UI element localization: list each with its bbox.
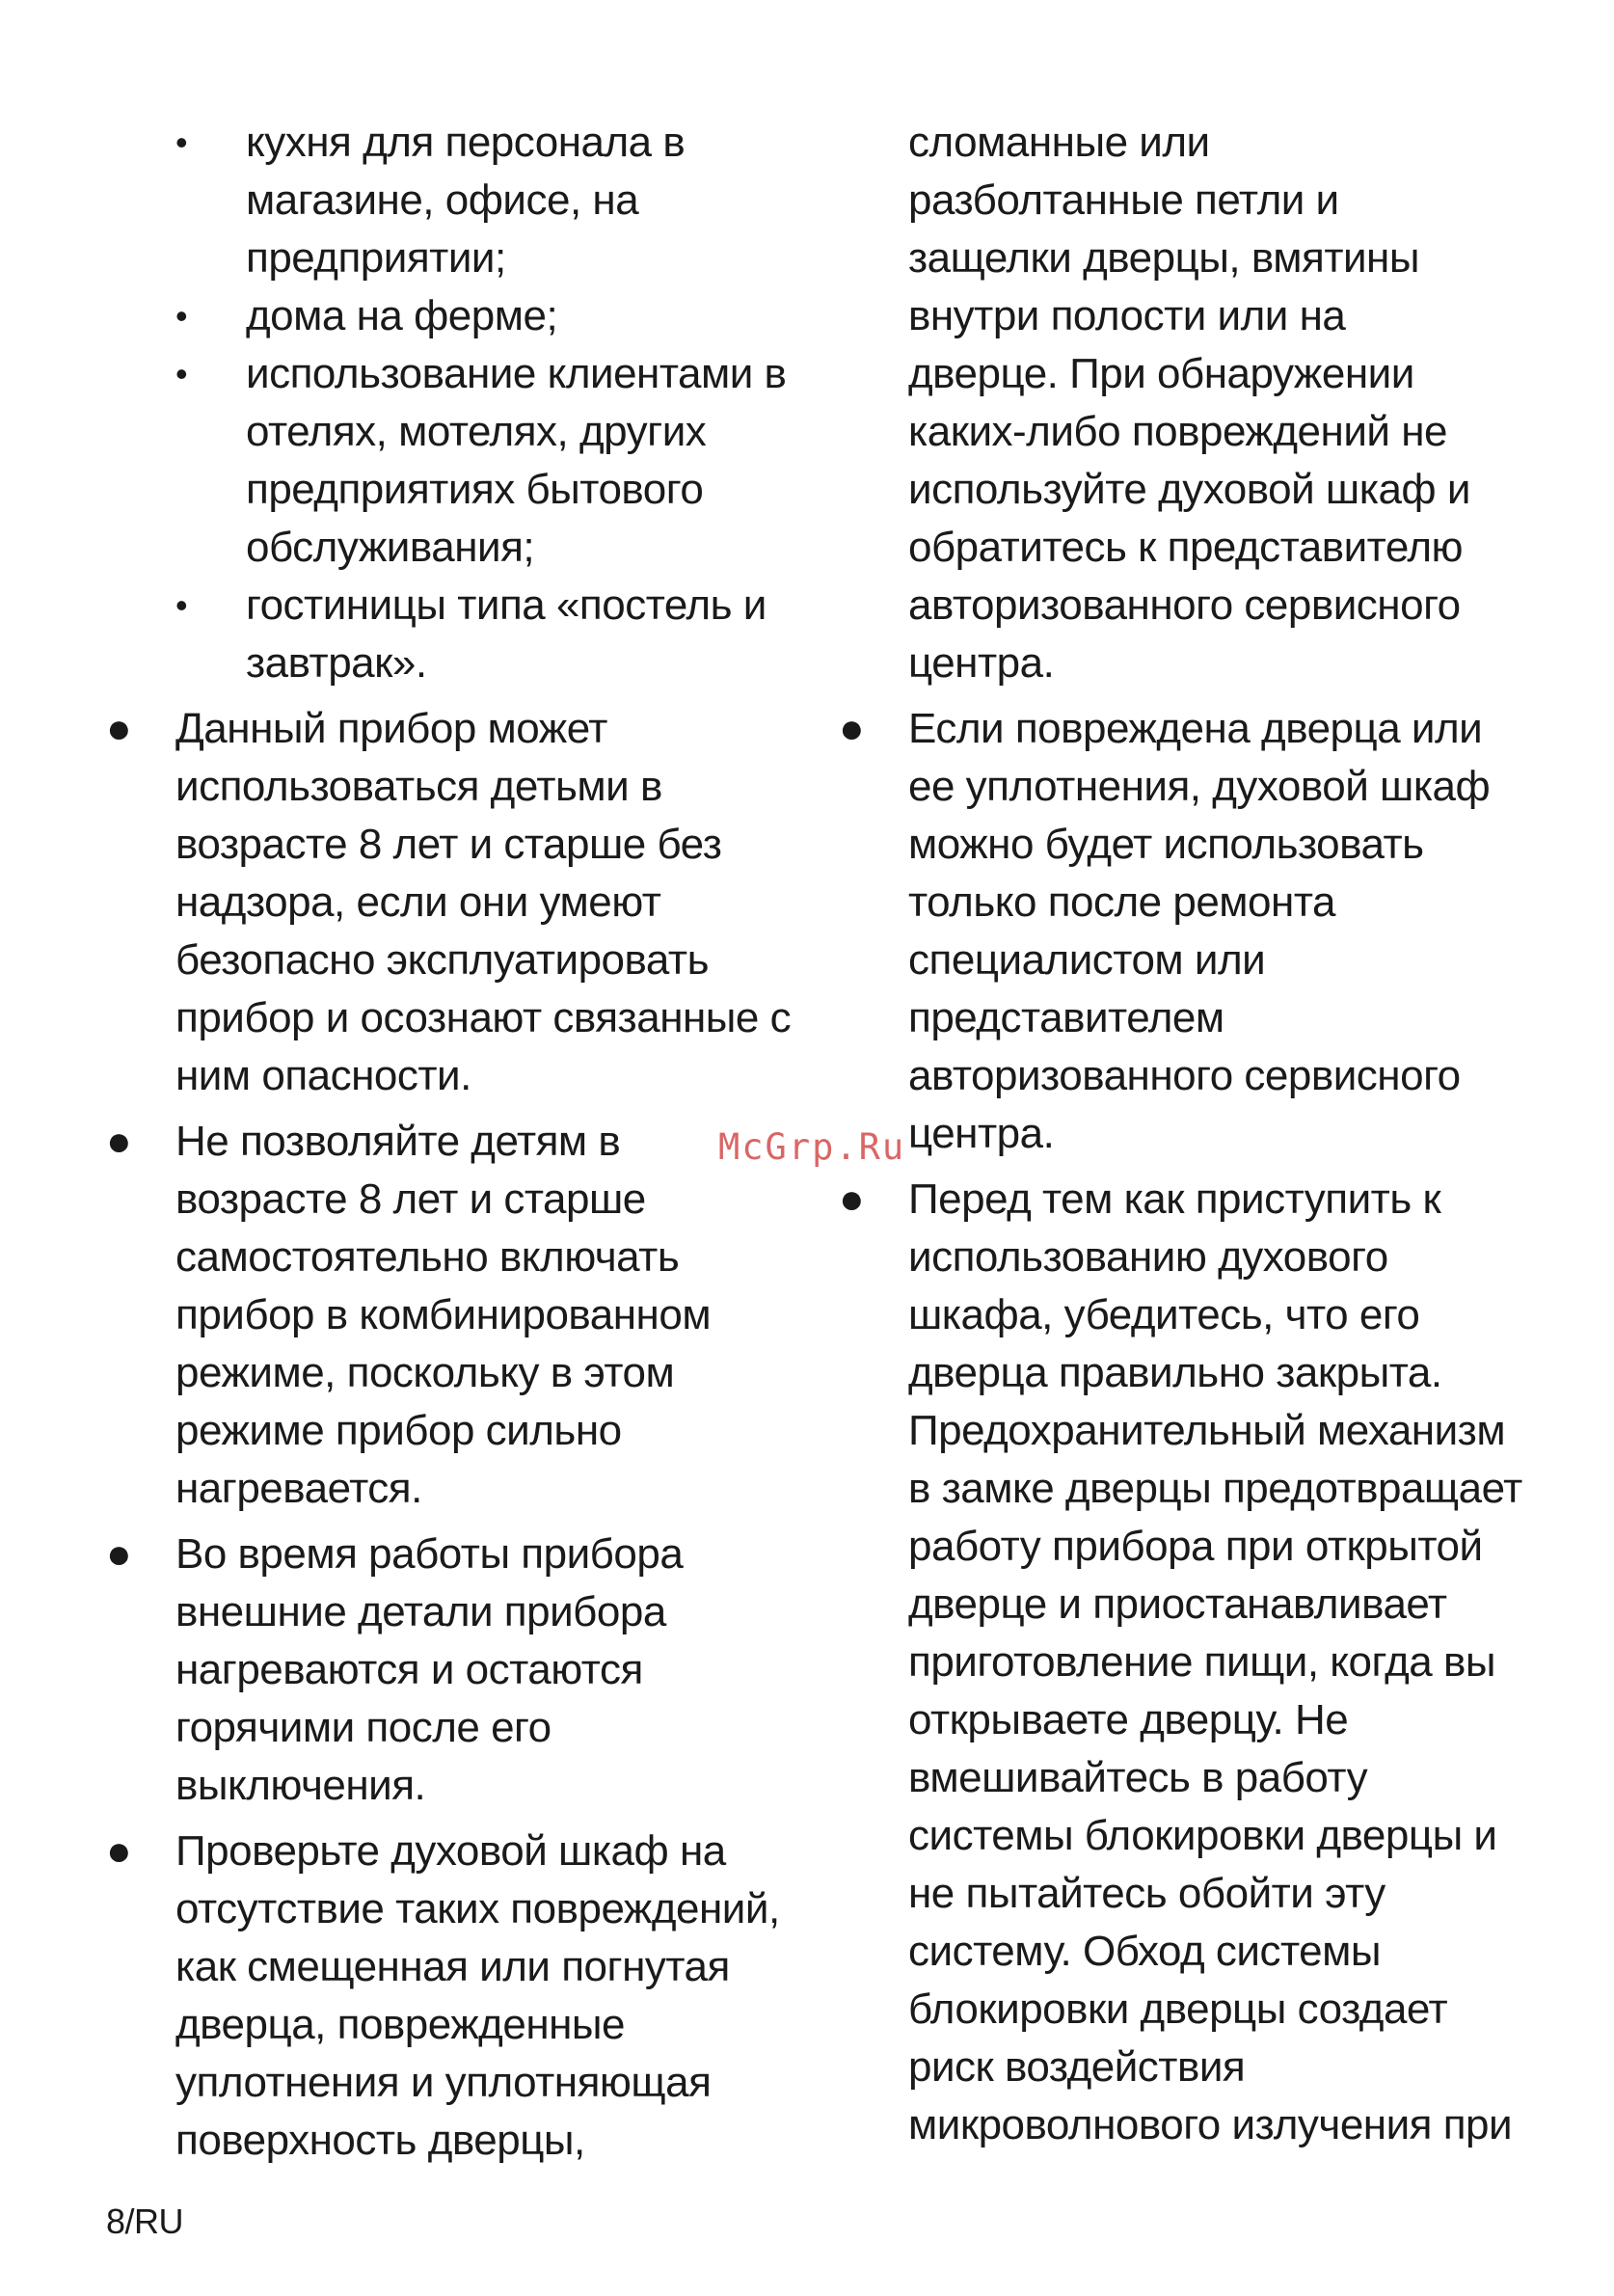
- list-item: [106, 114, 844, 287]
- list-item: [106, 287, 844, 345]
- list-item: [106, 577, 824, 692]
- right-column: [839, 114, 1533, 2154]
- bullet-icon: ●: [106, 705, 132, 752]
- bullet-icon: •: [175, 354, 188, 393]
- list-item-text: Не позволяйте детям в возрасте 8 лет и старше самостоятельно включать прибор в комбинированном режиме, поскольку в этом режиме прибор сильно нагревается.: [175, 1118, 712, 1512]
- page-number: 8/RU: [106, 2201, 184, 2241]
- bullet-icon: ●: [106, 1530, 132, 1578]
- watermark: McGrp.Ru: [718, 1126, 906, 1168]
- bullet-icon: •: [175, 585, 188, 625]
- list-item: [106, 1113, 754, 1518]
- list-item-text: гостиницы типа «постель и завтрак».: [246, 581, 767, 687]
- list-item-text: Данный прибор может использоваться детьми в возрасте 8 лет и старше без надзора, если они умеют безопасно эксплуатировать прибор и осознают связанные с ним опасности.: [175, 705, 792, 1099]
- list-item-text: дома на ферме;: [246, 292, 558, 339]
- list-item: [106, 345, 824, 577]
- list-item-text: кухня для персонала в магазине, офисе, на предприятии;: [246, 119, 686, 282]
- list-item-text: Перед тем как приступить к использованию духового шкафа, убедитесь, что его дверца правильно закрыта. Предохранительный механизм в замке дверцы предотвращает работу прибора при открытой дверце и приостанавливает приготовление пищи, когда вы открываете дверцу. Не вмешивайтесь в работу системы блокировки дверцы и не пытайтесь обойти эту систему. Обход системы блокировки дверцы создает риск воздействия микроволнового излучения при: [908, 1175, 1522, 2148]
- list-item-text: Проверьте духовой шкаф на отсутствие таких повреждений, как смещенная или погнутая дверца, поврежденные уплотнения и уплотняющая поверхность дверцы,: [175, 1827, 780, 2164]
- list-item-text: использование клиентами в отелях, мотелях, других предприятиях бытового обслуживания;: [246, 350, 787, 571]
- bullet-icon: •: [175, 122, 188, 162]
- list-item: [839, 1171, 1525, 2154]
- list-item-continuation: [839, 114, 1477, 692]
- list-item-text: Если повреждена дверца или ее уплотнения, духовой шкаф можно будет использовать только после ремонта специалистом или представителем авторизованного сервисного центра.: [908, 705, 1491, 1157]
- bullet-icon: ●: [106, 1827, 132, 1875]
- list-item: [106, 1823, 812, 2170]
- list-item: [106, 1526, 754, 1815]
- bullet-icon: ●: [839, 705, 865, 752]
- list-item: [839, 700, 1506, 1163]
- bullet-icon: ●: [106, 1118, 132, 1165]
- list-item: [106, 700, 793, 1105]
- bullet-icon: ●: [839, 1175, 865, 1223]
- list-item-text: сломанные или разболтанные петли и защелки дверцы, вмятины внутри полости или на дверце. При обнаружении каких-либо повреждений не используйте духовой шкаф и обратитесь к представителю авторизованного сервисного центра.: [908, 119, 1470, 687]
- left-column: [106, 114, 800, 2170]
- list-item-text: Во время работы прибора внешние детали прибора нагреваются и остаются горячими после его выключения.: [175, 1530, 684, 1809]
- bullet-icon: •: [175, 296, 188, 336]
